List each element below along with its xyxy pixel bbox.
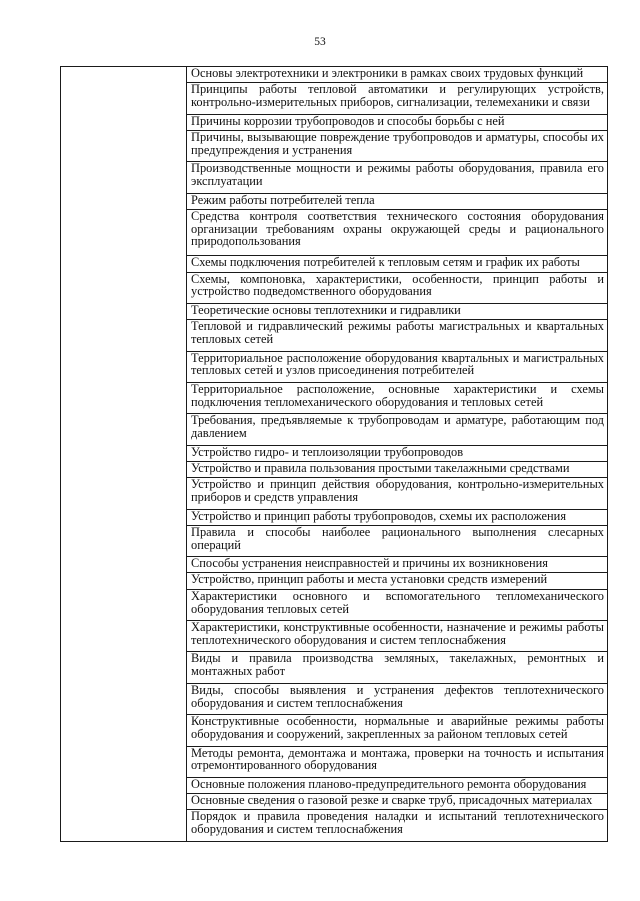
requirement-item: Устройство и принцип действия оборудования, контрольно-измерительных приборов и средств управления [187,478,608,509]
requirement-item: Характеристики, конструктивные особенности, назначение и режимы работы теплотехнического оборудования и систем теплоснабжения [187,621,608,652]
requirement-item: Причины коррозии трубопроводов и способы борьбы с ней [187,114,608,130]
requirement-item: Виды, способы выявления и устранения дефектов теплотехнического оборудования и систем теплоснабжения [187,683,608,714]
requirement-item: Территориальное расположение оборудования квартальных и магистральных тепловых сетей и узлов присоединения потребителей [187,351,608,382]
requirement-item: Режим работы потребителей тепла [187,193,608,209]
requirement-item: Основные сведения о газовой резке и сварке труб, присадочных материалах [187,794,608,810]
requirement-item: Тепловой и гидравлический режимы работы магистральных и квартальных тепловых сетей [187,320,608,351]
requirement-item: Устройство, принцип работы и места установки средств измерений [187,573,608,589]
requirement-item: Принципы работы тепловой автоматики и регулирующих устройств, контрольно-измерительных приборов, сигнализации, телемеханики и связи [187,83,608,114]
requirement-item: Методы ремонта, демонтажа и монтажа, проверки на точность и испытания отремонтированного оборудования [187,746,608,777]
requirement-item: Территориальное расположение, основные характеристики и схемы подключения тепломеханического оборудования и тепловых сетей [187,382,608,413]
empty-label-cell [61,67,187,842]
requirement-item: Устройство и правила пользования простыми такелажными средствами [187,461,608,477]
requirement-item: Способы устранения неисправностей и причины их возникновения [187,557,608,573]
requirement-item: Причины, вызывающие повреждение трубопроводов и арматуры, способы их предупреждения и устранения [187,130,608,161]
requirement-item: Основные положения планово-предупредительного ремонта оборудования [187,777,608,793]
requirement-item: Теоретические основы теплотехники и гидравлики [187,303,608,319]
requirement-item: Устройство и принцип работы трубопроводов, схемы их расположения [187,509,608,525]
requirement-item: Виды и правила производства земляных, такелажных, ремонтных и монтажных работ [187,652,608,683]
requirement-item: Устройство гидро- и теплоизоляции трубопроводов [187,445,608,461]
requirement-item: Конструктивные особенности, нормальные и аварийные режимы работы оборудования и сооружений, закрепленных за районом тепловых сетей [187,715,608,746]
requirement-item: Правила и способы наиболее рационального выполнения слесарных операций [187,525,608,556]
requirement-item: Схемы подключения потребителей к тепловым сетям и график их работы [187,256,608,272]
requirements-table [60,66,608,842]
requirement-item: Производственные мощности и режимы работы оборудования, правила его эксплуатации [187,162,608,193]
requirement-item: Порядок и правила проведения наладки и испытаний теплотехнического оборудования и систем теплоснабжения [187,810,608,842]
page-number: 53 [314,36,326,48]
requirement-item: Требования, предъявляемые к трубопроводам и арматуре, работающим под давлением [187,414,608,445]
requirement-item: Средства контроля соответствия технического состояния оборудования организации требованиям охраны окружающей среды и рационального природопользования [187,209,608,255]
requirement-item: Характеристики основного и вспомогательного тепломеханического оборудования тепловых сетей [187,589,608,620]
table-row [61,67,608,83]
requirement-item: Основы электротехники и электроники в рамках своих трудовых функций [187,67,608,83]
requirement-item: Схемы, компоновка, характеристики, особенности, принцип работы и устройство подведомственного оборудования [187,272,608,303]
